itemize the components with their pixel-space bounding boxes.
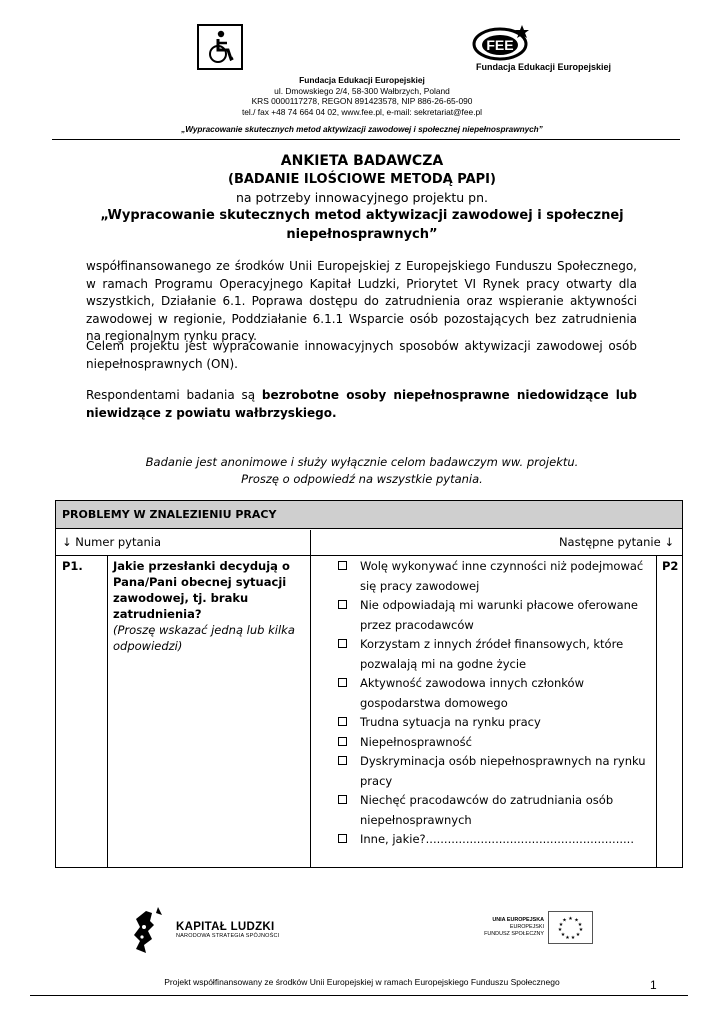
eu-line2: EUROPEJSKI [509,924,544,930]
checkbox[interactable] [338,756,347,765]
svg-text:★: ★ [565,935,570,941]
answer-option[interactable]: Trudna sytuacja na rynku pracy [338,713,648,733]
page-number: 1 [650,978,657,992]
question-table [55,500,683,868]
cofinance-footer: Projekt współfinansowany ze środków Unii Europejskiej w ramach Europejskiego Funduszu Społecznego [164,977,560,987]
doc-subtitle: (BADANIE ILOŚCIOWE METODĄ PAPI) [228,172,496,187]
checkbox[interactable] [338,678,347,687]
section-title: PROBLEMY W ZNALEZIENIU PRACY [56,501,682,529]
doc-purpose: na potrzeby innowacyjnego projektu pn. [236,190,488,205]
question-body: Jakie przesłanki decydują o Pana/Pani obecnej sytuacji zawodowej, tj. braku zatrudnienia? [113,559,290,621]
svg-text:★: ★ [578,927,584,933]
answer-option[interactable]: Dyskryminacja osób niepełnosprawnych na rynku pracy [338,752,648,791]
answer-option[interactable]: Niechęć pracodawców do zatrudniania osób niepełnosprawnych [338,791,648,830]
org-registry: KRS 0000117278, REGON 891423578, NIP 886-26-65-090 [251,96,473,106]
svg-text:★: ★ [557,927,563,933]
fee-name: Fundacja Edukacji Europejskiej [476,62,612,72]
wheelchair-icon [199,26,241,68]
eu-text [474,917,544,938]
org-address: ul. Dmowskiego 2/4, 58-300 Wałbrzych, Poland [274,85,450,96]
anonymity-note: Badanie jest anonimowe i służy wyłącznie celom badawczym ww. projektu. [145,455,579,469]
question-hint: (Proszę wskazać jedną lub kilka odpowiedzi) [113,623,295,653]
checkbox[interactable] [338,834,347,843]
title-block [60,152,664,244]
checkbox[interactable] [338,639,347,648]
checkbox[interactable] [338,717,347,726]
doc-title: ANKIETA BADAWCZA [280,153,444,169]
question-text [113,558,303,654]
svg-text:★: ★ [574,917,579,924]
header-project-quote: „Wypracowanie skutecznych metod aktywizacji zawodowej i społecznej niepełnosprawnych” [181,125,543,134]
kl-subtitle: NARODOWA STRATEGIA SPÓJNOŚCI [176,933,280,939]
question-number-header: ↓ Numer pytania [62,535,162,549]
svg-text:★: ★ [562,917,567,924]
answer-option[interactable]: Inne, jakie?......................................................... [338,830,648,850]
answer-option[interactable]: Aktywność zawodowa innych członków gospodarstwa domowego [338,674,648,713]
next-question-header: Następne pytanie ↓ [558,535,674,549]
svg-text:★: ★ [558,922,564,928]
respondents-paragraph [86,387,637,422]
answer-option[interactable]: Niepełnosprawność [338,733,648,753]
kapital-ludzki-logo [132,905,166,955]
respondents-target: bezrobotne osoby niepełnosprawne niedowidzące lub niewidzące z powiatu wałbrzyskiego. [86,388,637,420]
kapital-ludzki-text [176,921,279,939]
fee-logo-text: FEE [486,37,514,53]
answer-option[interactable]: Nie odpowiadają mi warunki płacowe oferowane przez pracodawców [338,596,648,635]
answer-option[interactable]: Wolę wykonywać inne czynności niż podejmować się pracy zawodowej [338,557,648,596]
org-name: Fundacja Edukacji Europejskiej [299,75,425,85]
nav-row [56,530,682,556]
eu-flag-icon [548,911,593,944]
eu-line1: UNIA EUROPEJSKA [492,917,544,923]
goal-paragraph: Celem projektu jest wypracowanie innowacyjnych sposobów aktywizacji zawodowej osób niepełnosprawnych (ON). [86,339,637,371]
checkbox[interactable] [338,737,347,746]
org-contact: tel./ fax +48 74 664 04 02, www.fee.pl, e-mail: sekretariat@fee.pl [241,106,483,117]
footer-divider [30,995,688,996]
answer-options [338,557,648,850]
svg-text:★: ★ [577,922,583,928]
respondents-intro: Respondentami badania są [86,388,262,402]
next-question: P2 [662,559,679,573]
checkbox[interactable] [338,561,347,570]
answer-all-note: Proszę o odpowiedź na wszystkie pytania. [241,472,483,486]
svg-text:★: ★ [560,932,566,938]
checkbox[interactable] [338,795,347,804]
project-name-line1: „Wypracowanie skutecznych metod aktywizacji zawodowej i społecznej [100,208,624,223]
cofinance-paragraph: współfinansowanego ze środków Unii Europejskiej z Europejskiego Funduszu Społecznego, w ramach Programu Operacyjnego Kapitał Ludzki, Priorytet VI Rynek pracy otwarty dla wszystkich, Działanie 6.1. Poprawa dostępu do zatrudnienia oraz wspieranie aktywności zawodowej w regionie, Poddziałanie 6.1.1 Wsparcie osób pozostających bez zatrudnienia na regionalnym rynku pracy. [86,259,637,343]
answer-option[interactable]: Korzystam z innych źródeł finansowych, które pozwalają mi na godne życie [338,635,648,674]
accessibility-logo [197,24,243,70]
question-number: P1. [62,559,83,573]
eu-line3: FUNDUSZ SPOŁECZNY [484,931,544,937]
header-divider [52,139,680,140]
svg-text:★: ★ [570,935,576,941]
svg-text:★: ★ [575,932,581,938]
fee-logo [470,22,534,62]
kl-title: KAPITAŁ LUDZKI [176,921,275,933]
org-info [0,75,724,117]
checkbox[interactable] [338,600,347,609]
svg-text:★: ★ [568,916,573,922]
project-name-line2: niepełnosprawnych” [286,227,438,242]
